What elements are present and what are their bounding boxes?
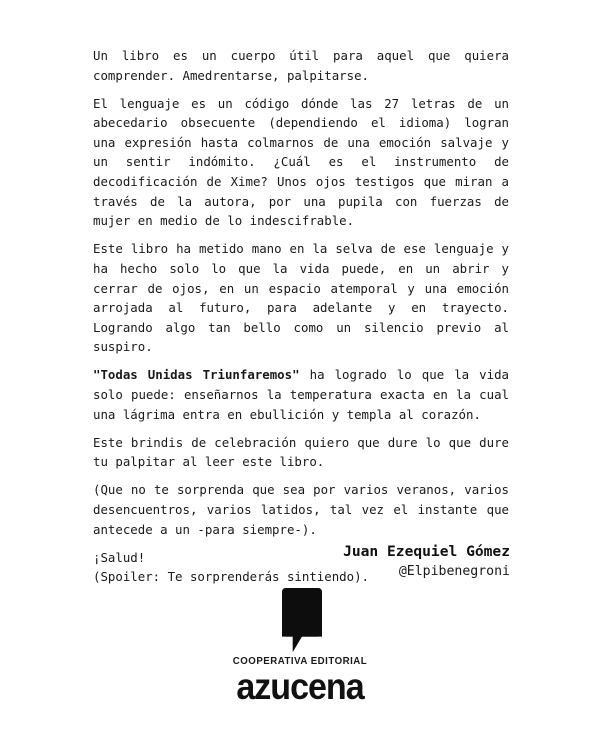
paragraph-1: Un libro es un cuerpo útil para aquel que quiera comprender. Amedrentarse, palpitarse. [93,48,509,83]
author-signature [93,542,510,581]
publisher-logo [0,588,600,707]
speech-bubble-icon [278,588,322,652]
author-handle: @Elpibenegroni [398,564,510,579]
paragraph-5: Este brindis de celebración quiero que dure lo que dure tu palpitar al leer este libro. [93,434,509,470]
paragraph-4-book-title [93,365,509,424]
book-title: "Todas Unidas Triunfaremos" [93,367,300,383]
paragraph-7-salud: ¡Salud! [93,549,146,565]
paragraph-3: Este libro ha metido mano en la selva de ese lenguaje y ha hecho solo lo que la vida puede, en un abrir y cerrar de ojos, en un espacio atemporal y una emoción arrojada al futuro, para adelante y en trayecto. Logrando algo tan bello como un silencio previo al suspiro. [93,241,509,355]
author-name: Juan Ezequiel Gómez [343,543,510,560]
logo-tagline: COOPERATIVA EDITORIAL [232,656,368,667]
paragraph-8-spoiler: (Spoiler: Te sorprenderás sintiendo). [93,569,370,585]
paragraph-4-body: ha logrado lo que la vida solo puede: enseñarnos la temperatura exacta en la cual una lágrima entra en ebullición y templa al corazón. [93,367,509,422]
paragraph-6: (Que no te sorprenda que sea por varios veranos, varios desencuentros, varios latidos, tal vez el instante que antecede a un -para siempre-). [93,482,509,537]
prologue-text-block [93,46,509,587]
paragraph-2: El lenguaje es un código dónde las 27 letras de un abecedario obsecuente (dependiendo el idioma) logran una expresión hasta colmarnos de una emoción salvaje y un sentir indómito. ¿Cuál es el instrumento de decodificación de Xime? Unos ojos testigos que miran a través de la autora, por una pupila con fuerzas de mujer en medio de lo indescifrable. [93,95,509,229]
logo-name: azucena [236,666,364,707]
